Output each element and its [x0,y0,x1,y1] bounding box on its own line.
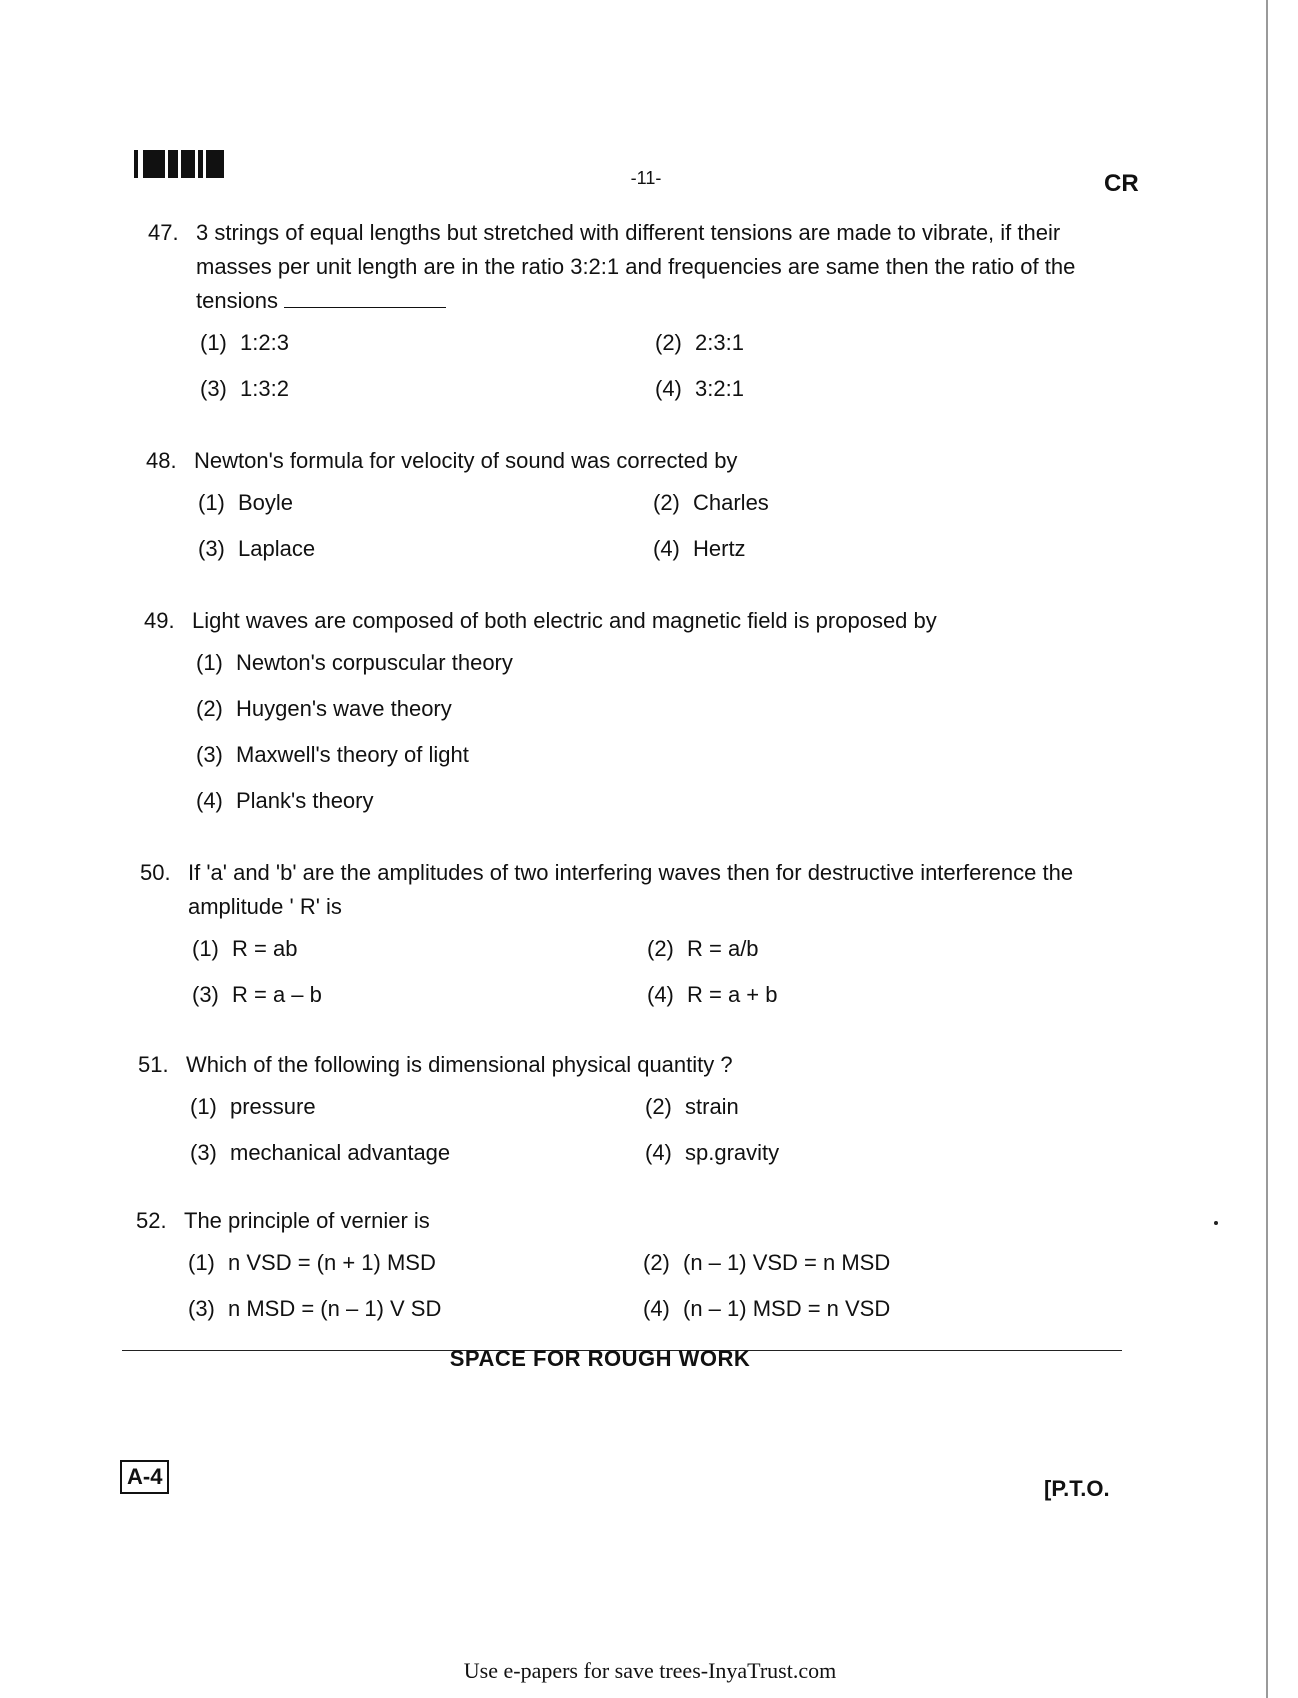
options [196,646,1122,830]
option-2: (2) 2:3:1 [655,330,744,355]
barcode-mark [134,150,226,178]
rough-work-label: SPACE FOR ROUGH WORK [449,1346,751,1371]
option-1: (1) Newton's corpuscular theory [196,650,513,675]
booklet-code: A-4 [120,1460,169,1494]
question-52 [136,1204,1114,1338]
option-3: (3) Maxwell's theory of light [196,742,469,767]
series-code: CR [1104,170,1139,197]
option-4: (4) Plank's theory [196,788,374,813]
question-text: If 'a' and 'b' are the amplitudes of two interfering waves then for destructive interference the amplitude ' R' is [188,860,1074,919]
pto-label: [P.T.O. [1044,1476,1110,1501]
page-edge [1266,0,1268,1698]
option-3: (3) n MSD = (n – 1) V SD [188,1296,442,1321]
option-3: (3) R = a – b [192,982,322,1007]
question-text: 3 strings of equal lengths but stretched with different tensions are made to vibrate, if their masses per unit length are in the ratio 3:2:1 and frequencies are same then the ratio of the tensions [196,220,1076,313]
option-2: (2) strain [645,1094,739,1119]
question-number: 51. [138,1052,169,1077]
answer-blank [284,285,446,308]
options [198,486,1124,578]
options [188,1246,1114,1338]
option-2: (2) Huygen's wave theory [196,696,452,721]
question-47 [148,216,1126,418]
option-1: (1) pressure [190,1094,316,1119]
option-3: (3) 1:3:2 [200,376,289,401]
footer-text: Use e-papers for save trees-InyaTrust.com [463,1658,837,1683]
option-4: (4) (n – 1) MSD = n VSD [643,1296,891,1321]
option-1: (1) n VSD = (n + 1) MSD [188,1250,436,1275]
page-number: -11- [630,168,662,188]
question-number: 50. [140,860,171,885]
options [200,326,1126,418]
question-48 [146,444,1124,578]
question-text: Which of the following is dimensional physical quantity ? [186,1052,733,1077]
question-text: Newton's formula for velocity of sound was corrected by [194,448,738,473]
question-49 [144,604,1122,830]
option-1: (1) Boyle [198,490,294,515]
option-3: (3) mechanical advantage [190,1140,451,1165]
option-2: (2) (n – 1) VSD = n MSD [643,1250,891,1275]
option-1: (1) 1:2:3 [200,330,289,355]
option-1: (1) R = ab [192,936,298,961]
question-text: The principle of vernier is [184,1208,430,1233]
question-number: 52. [136,1208,167,1233]
options [190,1090,1116,1182]
option-4: (4) sp.gravity [645,1140,780,1165]
option-2: (2) Charles [653,490,769,515]
question-51 [138,1048,1116,1182]
question-number: 47. [148,220,179,245]
option-4: (4) Hertz [653,536,746,561]
question-50 [140,856,1118,1024]
option-2: (2) R = a/b [647,936,759,961]
option-4: (4) R = a + b [647,982,778,1007]
options [192,932,1118,1024]
question-text: Light waves are composed of both electric and magnetic field is proposed by [192,608,937,633]
question-number: 49. [144,608,175,633]
option-3: (3) Laplace [198,536,316,561]
question-number: 48. [146,448,177,473]
option-4: (4) 3:2:1 [655,376,744,401]
stray-dot [1214,1221,1218,1225]
